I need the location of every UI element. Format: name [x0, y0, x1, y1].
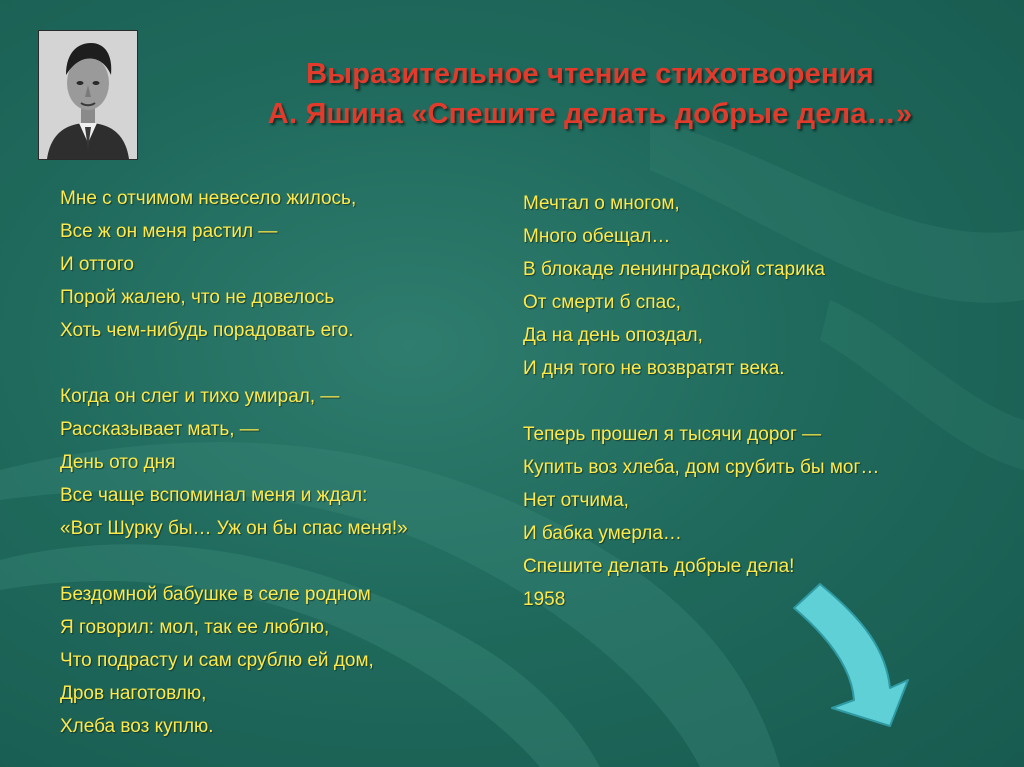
poem-line: Теперь прошел я тысячи дорог —	[523, 424, 822, 445]
poem-line: «Вот Шурку бы… Уж он бы спас меня!»	[60, 518, 408, 539]
page-title-line1: Выразительное чтение стихотворения	[306, 58, 874, 90]
poem-line: Что подрасту и сам срублю ей дом,	[60, 650, 374, 671]
poem-line: Все ж он меня растил —	[60, 221, 278, 242]
poem-line: Много обещал…	[523, 226, 671, 247]
poem-line: Да на день опоздал,	[523, 325, 703, 346]
poem-line: Все чаще вспоминал меня и ждал:	[60, 485, 368, 506]
poem-line: Дров наготовлю,	[60, 683, 207, 704]
poem-line: Нет отчима,	[523, 490, 629, 511]
poem-line: Мне с отчимом невесело жилось,	[60, 188, 357, 209]
poem-line: Купить воз хлеба, дом срубить бы мог…	[523, 457, 880, 478]
page-title-line2: А. Яшина «Спешите делать добрые дела…»	[267, 98, 913, 130]
poem-line: И бабка умерла…	[523, 523, 682, 544]
author-portrait	[38, 30, 138, 160]
poem-line: В блокаде ленинградской старика	[523, 259, 825, 280]
poem-line: И оттого	[60, 254, 134, 275]
poem-line: Я говорил: мол, так ее люблю,	[60, 617, 330, 638]
poem-line: Порой жалею, что не довелось	[60, 287, 335, 308]
poem-left-column	[60, 182, 408, 743]
poem-line: День ото дня	[60, 452, 176, 473]
poem-line: Спешите делать добрые дела!	[523, 556, 795, 577]
poem-line: Рассказывает мать, —	[60, 419, 259, 440]
poem-line: Бездомной бабушке в селе родном	[60, 584, 371, 605]
poem-line: Хоть чем-нибудь порадовать его.	[60, 320, 354, 341]
stanza-gap	[60, 545, 408, 578]
poem-right-column	[523, 187, 879, 616]
poem-line: Когда он слег и тихо умирал, —	[60, 386, 340, 407]
poem-year: 1958	[523, 589, 566, 610]
poem-line: Хлеба воз куплю.	[60, 716, 214, 737]
stanza-gap	[60, 347, 408, 380]
poem-line: От смерти б спас,	[523, 292, 681, 313]
poem-line: Мечтал о многом,	[523, 193, 680, 214]
stanza-gap	[523, 385, 879, 418]
poem-line: И дня того не возвратят века.	[523, 358, 785, 379]
curved-arrow-down-icon	[790, 580, 920, 730]
